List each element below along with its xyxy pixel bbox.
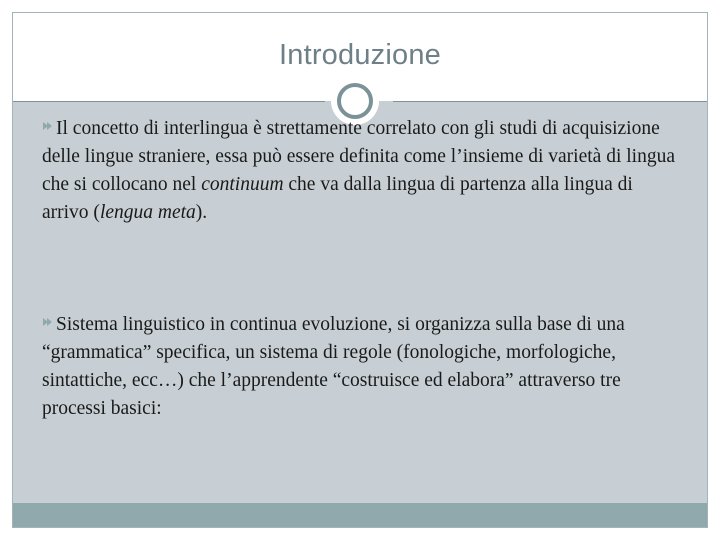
bullet-text-1 bbox=[42, 118, 675, 223]
slide-title: Introduzione bbox=[278, 39, 441, 71]
header-divider-left bbox=[13, 101, 325, 102]
bullet-text-run: ). bbox=[195, 202, 208, 223]
bullet-text-run: che va dalla lingua di partenza alla lingua di arrivo ( bbox=[42, 174, 633, 223]
bullet-item-1 bbox=[42, 113, 682, 227]
bullet-item-2 bbox=[42, 309, 682, 423]
footer-bar bbox=[13, 503, 707, 527]
bullet-text-run: Sistema linguistico in continua evoluzione, si organizza sulla base di una “grammatica” specifica, un sistema di regole (fonologiche, morfologiche, sintattiche, ecc…) che l’apprendente “costruisce ed elabora” attraverso tre processi basici: bbox=[42, 314, 625, 419]
italic-term: lengua meta bbox=[99, 202, 196, 223]
bullet-arrow-icon bbox=[42, 309, 54, 321]
bullet-text-2 bbox=[42, 314, 625, 419]
slide-frame bbox=[12, 12, 708, 528]
header-divider-right bbox=[393, 101, 707, 102]
bullet-arrow-icon bbox=[42, 113, 54, 125]
italic-term: continuum bbox=[201, 174, 284, 195]
bullet-text-run: Il concetto di interlingua è strettamente correlato con gli studi di acquisizione delle lingue straniere, essa può essere definita come l’insieme di varietà di lingua che si collocano nel bbox=[42, 118, 675, 195]
